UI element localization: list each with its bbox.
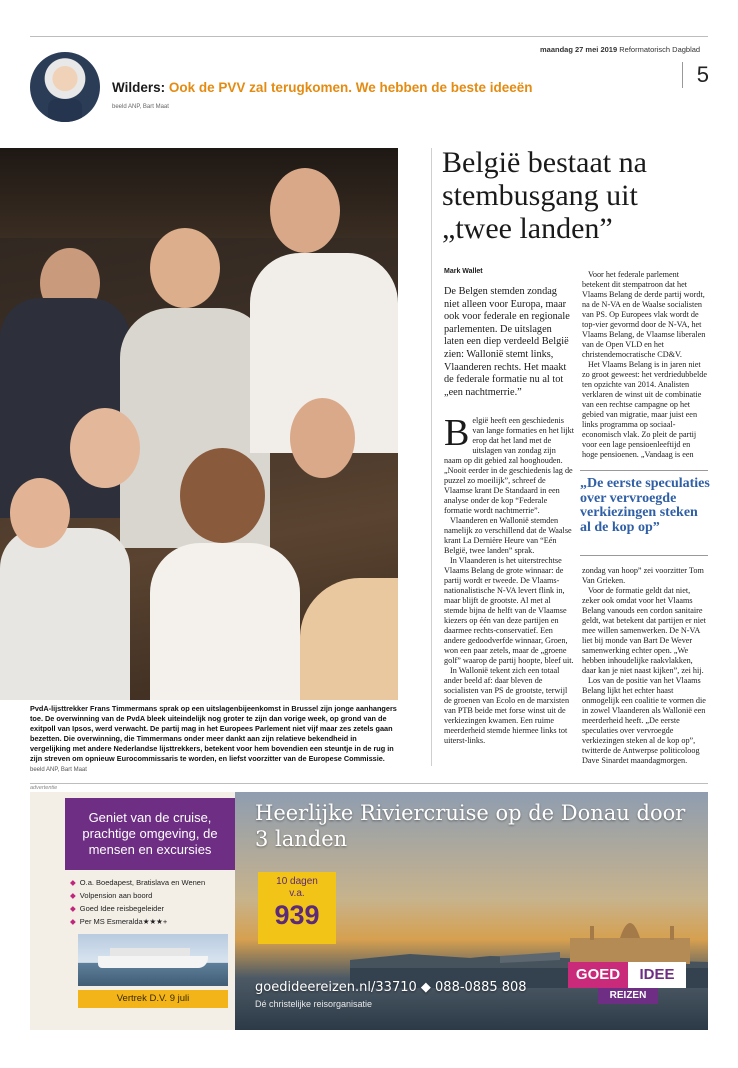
goed-idee-logo: GOED IDEE REIZEN <box>568 960 688 1006</box>
ad-rule <box>30 783 708 784</box>
caption-text: PvdA-lijsttrekker Frans Timmermans sprak op een uitslagenbijeenkomst in Brussel zijn jonge aanhangers toe. De overwinning van de PvdA bleek uiteindelijk nog groter te zijn dan vorige week, op grond van de exitpoll van Ipsos, werd verwacht. De partij mag in het Europees Parlement niet vijf maar zes zetels gaan bezetten. Die overwinning, die Timmermans onder meer dankt aan zijn relatieve bekendheid in vergelijking met andere Nederlandse lijsttrekkers, betekent voor hem bovendien een steuntje in de rug in zijn streven om opnieuw Eurocommissaris te worden, en liefst voorzitter van de Europese Commissie. <box>30 704 397 763</box>
article-column-2-bottom <box>582 566 708 766</box>
list-item: ◆ Per MS Esmeralda★★★+ <box>70 917 168 926</box>
ad-contact[interactable]: goedideereizen.nl/33710 ◆ 088-0885 808 <box>255 980 527 995</box>
article-paragraph: België heeft een geschiedenis van lange formaties en het lijkt erop dat het land met de uitslagen van zondag zijn naam op dit gebied zal hooghouden. „Nooit eerder in de geschiedenis lag de puzzel zo moeilijk”, schreef de Vlaamse krant De Standaard in een analyse onder de kop “Federale formatie wordt nachtmerrie”. <box>444 412 574 515</box>
price-value: 939 <box>274 900 320 930</box>
portrait-credit: beeld ANP, Bart Maat <box>112 104 169 110</box>
article-column-1 <box>444 412 574 746</box>
article-intro: De Belgen stemden zondag niet alleen voor Europa, maar ook voor federale en regionale parlementen. De uitslagen laten een diep verdeeld België zien: Wallonië stemt links, Vlaanderen rechts. Het maakt de federale formatie nu al tot „een nachtmerrie.” <box>444 286 570 398</box>
news-photo <box>0 148 398 700</box>
article-column-2-top <box>582 270 708 460</box>
article-paragraph: Vlaanderen en Wallonië stemden namelijk zo verschillend dat de Waalse krant La Dernière Heure van “Eén België, twee landen” sprak. <box>444 516 572 555</box>
ad-title: Heerlijke Riviercruise op de Donau door 3 landen <box>255 801 686 851</box>
pull-quote: „De eerste speculaties over vervroegde verkiezingen steken al de kop op” <box>580 476 710 535</box>
article-paragraph: Voor het federale parlement betekent dit stempatroon dat het Vlaams Belang de derde partij wordt, na de N-VA en de Waalse socialisten van PS. Op Europees vlak wordt de top-vier gevormd door de N-VA, het Vlaams Belang, de Vlaamse liberalen van de Open VLD en het christendemocratische CD&V. <box>582 270 706 359</box>
article-paragraph: In Wallonië tekent zich een totaal ander beeld af: daar bleven de socialisten van PS de grootste, terwijl de groenen van Ecolo en de marxisten van PTB beide met forse winst uit de verkiezingen kwamen. Een ruime meerderheid stemde hiermee links tot uiterst-links. <box>444 666 570 745</box>
quote-speaker: Wilders: <box>112 80 166 95</box>
departure-date: Vertrek D.V. 9 juli <box>78 990 228 1008</box>
article-paragraph: In Vlaanderen is het uiterstrechtse Vlaams Belang de grote winnaar: de partij wordt er tweede. De Vlaams-nationalistische N-VA levert flink in, maar blijft de grootste. Al met al stemde bijna de helft van de Vlaamse kiezers op één van deze partijen en daarmee rechts-conservatief. Een andere gedoodverfde winnaar, Groen, won een paar zetels, maar de „groene golf” waarop de partij hoopte, bleef uit. <box>444 556 574 665</box>
article-paragraph: zondag van hoop” zei voorzitter Tom Van Grieken. <box>582 566 704 585</box>
pullquote-rule-bottom <box>580 555 708 556</box>
page-number: 5 <box>682 62 709 88</box>
article-paragraph: Het Vlaams Belang is in jaren niet zo groot geweest: het verdriedubbelde ten opzichte van 2014. Analisten verklaren de winst uit de combinatie van een rechtse campagne op het gebied van migratie, maar juist een links programma op sociaal-economisch vlak. Zo pleit de partij voor een lage pensioenleeftijd en hoge pensioenen. „Vandaag is een <box>582 360 708 459</box>
list-item: ◆ O.a. Boedapest, Bratislava en Wenen <box>70 878 206 887</box>
article-paragraph: Los van de positie van het Vlaams Belang lijkt het echter haast onmogelijk een coalitie te vormen die in zowel Vlaanderen als Wallonië een meerderheid heeft. „De eerste speculaties over vervroegde verkiezingen steken al de kop op”, twitterde de Antwerpse politicoloog Dave Sinardet maandagmorgen. <box>582 676 706 765</box>
list-item: ◆ Volpension aan boord <box>70 891 153 900</box>
article-headline: België bestaat na stembusgang uit „twee landen” <box>442 146 647 245</box>
caption-credit: beeld ANP, Bart Maat <box>30 767 87 773</box>
drop-cap: B <box>444 412 470 454</box>
cruise-ship-image <box>78 934 228 986</box>
publication-name: Reformatorisch Dagblad <box>619 45 701 54</box>
quote-text: Ook de PVV zal terugkomen. We hebben de beste ideeën <box>168 80 533 95</box>
column-divider <box>431 148 432 766</box>
diamond-bullet-icon: ◆ <box>70 904 76 913</box>
ad-feature-list <box>70 876 205 928</box>
date: maandag 27 mei 2019 <box>540 45 618 54</box>
photo-caption <box>30 704 398 775</box>
speaker-quote <box>112 80 533 95</box>
article-paragraph: Voor de formatie geldt dat niet, zeker ook omdat voor het Vlaams Belang vanouds een cordon sanitaire geldt, wat betekent dat partijen er niet mee willen samenwerken. De N-VA liet bij monde van Bart De Wever samenwerking echter open. „We hebben inhoudelijke raakvlakken, daar kan je niet naast kijken”, zei hij. <box>582 586 706 675</box>
list-item: ◆ Goed Idee reisbegeleider <box>70 904 165 913</box>
article-byline: Mark Wallet <box>444 268 483 275</box>
pullquote-rule-top <box>580 470 708 471</box>
ad-left-heading: Geniet van de cruise, prachtige omgeving, de mensen en excursies <box>65 798 235 870</box>
price-badge: 10 dagen v.a. 939 <box>258 872 336 944</box>
top-rule <box>30 36 708 37</box>
advertisement-banner[interactable] <box>30 792 708 1030</box>
dateline <box>540 45 700 54</box>
diamond-bullet-icon: ◆ <box>70 891 76 900</box>
speaker-portrait <box>30 52 100 122</box>
diamond-bullet-icon: ◆ <box>70 878 76 887</box>
ad-tagline: Dé christelijke reisorganisatie <box>255 999 373 1009</box>
ad-label: advertentie <box>30 785 58 791</box>
diamond-bullet-icon: ◆ <box>70 917 76 926</box>
